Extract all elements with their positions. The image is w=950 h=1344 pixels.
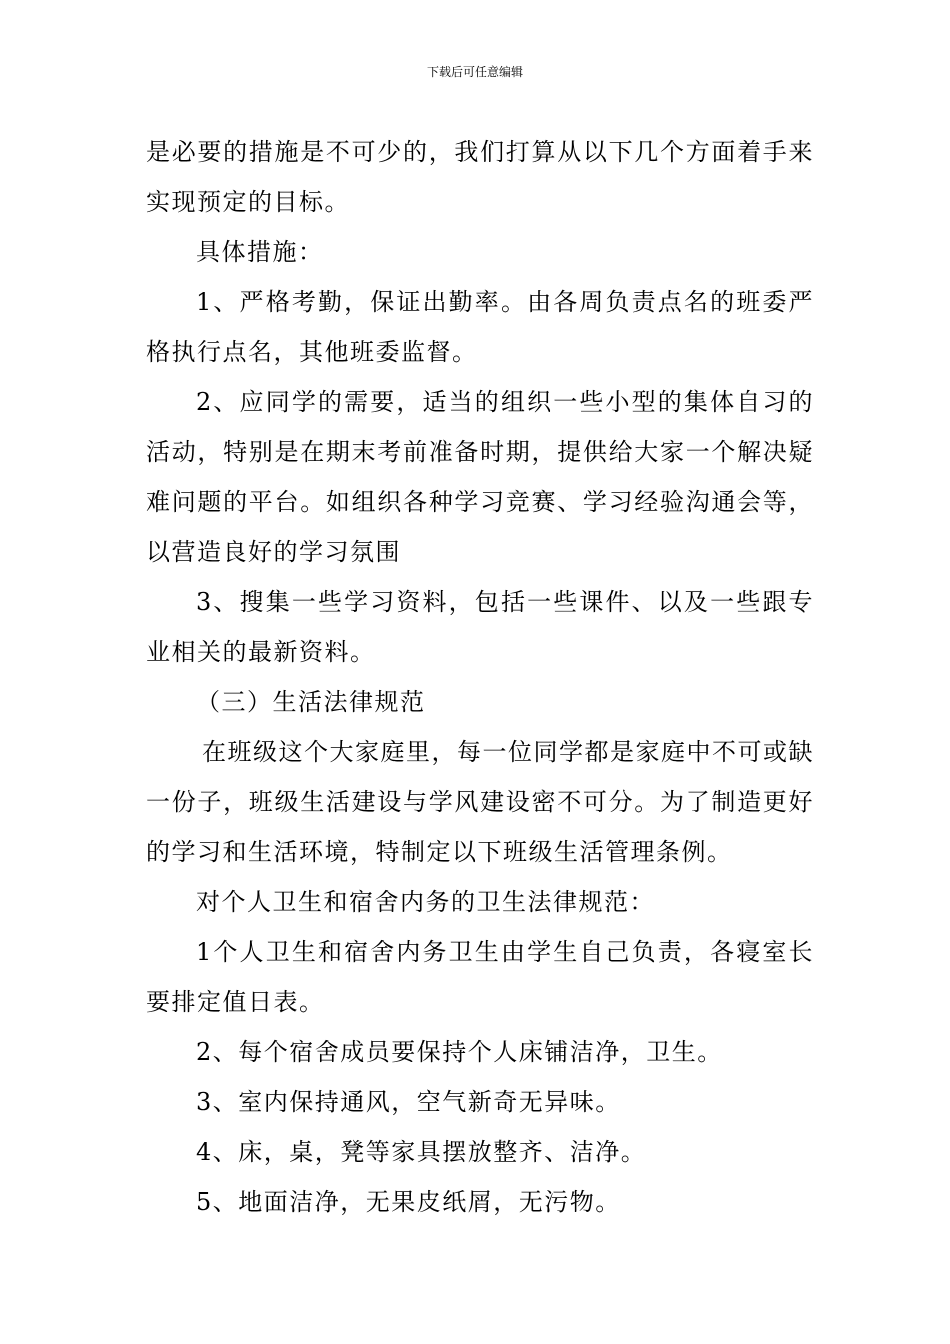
paragraph-hygiene-heading: 对个人卫生和宿舍内务的卫生法律规范： [196,888,655,916]
document-body [146,127,814,1227]
paragraph-measure-2: 2、应同学的需要，适当的组织一些小型的集体自习的活动，特别是在期末考前准备时期，提供给大家一个解决疑难问题的平台。如组织各种学习竞赛、学习经验沟通会等，以营造良好的学习氛围 [146,388,814,566]
page-header: 下载后可任意编辑 [426,65,523,79]
paragraph-measures-heading: 具体措施： [196,238,324,266]
paragraph-class-family: 在班级这个大家庭里，每一位同学都是家庭中不可或缺一份子，班级生活建设与学风建设密不可分。为了制造更好的学习和生活环境，特制定以下班级生活管理条例。 [146,738,814,866]
paragraph-measure-1: 1、严格考勤，保证出勤率。由各周负责点名的班委严格执行点名，其他班委监督。 [146,288,814,366]
paragraph-hygiene-rule-1: 1个人卫生和宿舍内务卫生由学生自己负责，各寝室长要排定值日表。 [146,938,814,1016]
paragraph-hygiene-rule-2: 2、每个宿舍成员要保持个人床铺洁净，卫生。 [196,1038,723,1066]
section-heading-life-rules: （三）生活法律规范 [196,688,426,716]
paragraph-hygiene-rule-3: 3、室内保持通风，空气新奇无异味。 [196,1088,621,1116]
paragraph-hygiene-rule-5: 5、地面洁净，无果皮纸屑，无污物。 [196,1188,621,1216]
paragraph-hygiene-rule-4: 4、床，桌，凳等家具摆放整齐、洁净。 [196,1138,647,1166]
paragraph-measure-3: 3、搜集一些学习资料，包括一些课件、以及一些跟专业相关的最新资料。 [146,588,814,666]
paragraph-continuation: 是必要的措施是不可少的，我们打算从以下几个方面着手来实现预定的目标。 [146,138,814,216]
